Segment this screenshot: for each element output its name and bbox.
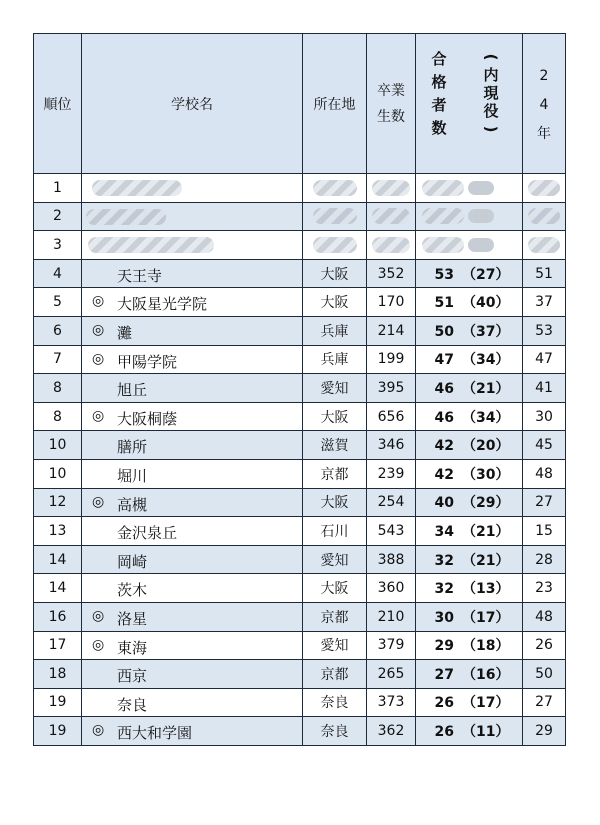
private-school-mark: ◎ (92, 607, 105, 624)
header-prev-year-char: 年 (537, 126, 551, 142)
table-row (34, 231, 566, 260)
location-cell: 京都 (303, 660, 367, 689)
school-cell (82, 688, 303, 717)
private-school-mark: ◎ (92, 722, 105, 739)
header-current-char: ( (482, 53, 500, 61)
rank-cell: 5 (34, 288, 82, 317)
location-cell: 大阪 (303, 574, 367, 603)
prev-year-cell: 30 (523, 402, 566, 431)
prev-year-cell: 45 (523, 431, 566, 460)
location-cell: 兵庫 (303, 345, 367, 374)
rank-cell: 2 (34, 202, 82, 231)
table-row (34, 374, 566, 403)
prev-year-cell: 47 (523, 345, 566, 374)
table-row (34, 259, 566, 288)
location-cell: 大阪 (303, 288, 367, 317)
prev-year-cell: 26 (523, 631, 566, 660)
rank-cell: 8 (34, 374, 82, 403)
location-cell: 大阪 (303, 259, 367, 288)
header-current-char: 現 (483, 84, 499, 102)
ranking-table (33, 33, 566, 746)
private-school-mark: ◎ (92, 493, 105, 510)
table-row (34, 288, 566, 317)
table-row (34, 316, 566, 345)
table-row (34, 602, 566, 631)
prev-year-cell: 27 (523, 688, 566, 717)
graduates-cell-blurred (367, 174, 416, 203)
passers-cell (416, 660, 523, 689)
prev-year-cell: 15 (523, 517, 566, 546)
graduates-cell: 360 (367, 574, 416, 603)
school-name: 岡崎 (117, 552, 148, 571)
passers-cell (416, 631, 523, 660)
passers-cell (416, 459, 523, 488)
passers-cell (416, 545, 523, 574)
school-cell (82, 660, 303, 689)
rank-cell: 19 (34, 717, 82, 746)
passers-count: 27 (434, 666, 454, 683)
header-school: 学校名 (82, 34, 303, 174)
private-school-mark: ◎ (92, 407, 105, 424)
passers-cell (416, 402, 523, 431)
rank-cell: 13 (34, 517, 82, 546)
current-students-count: （37） (462, 323, 510, 340)
current-students-count: （17） (462, 609, 510, 626)
rank-cell: 6 (34, 316, 82, 345)
school-name: 灘 (117, 323, 133, 342)
school-name: 西京 (117, 667, 148, 686)
passers-cell (416, 574, 523, 603)
prev-year-cell: 48 (523, 459, 566, 488)
passers-count: 26 (434, 695, 454, 712)
school-name: 旭丘 (117, 381, 148, 400)
graduates-cell: 352 (367, 259, 416, 288)
prev-year-cell: 48 (523, 602, 566, 631)
school-name: 高槻 (117, 495, 148, 514)
graduates-cell: 199 (367, 345, 416, 374)
school-cell (82, 545, 303, 574)
header-prev-year-char: 4 (539, 97, 549, 113)
passers-count: 32 (434, 552, 454, 569)
graduates-cell: 395 (367, 374, 416, 403)
table-row (34, 631, 566, 660)
school-name: 天王寺 (117, 266, 163, 285)
prev-year-cell: 50 (523, 660, 566, 689)
school-name: 金沢泉丘 (117, 524, 178, 543)
rank-cell: 7 (34, 345, 82, 374)
header-graduates (367, 34, 416, 174)
school-cell (82, 288, 303, 317)
prev-cell-blurred (523, 174, 566, 203)
current-students-count: （21） (462, 523, 510, 540)
header-passers-char: 合 (431, 50, 447, 68)
prev-year-cell: 23 (523, 574, 566, 603)
header-location: 所在地 (303, 34, 367, 174)
rank-cell: 3 (34, 231, 82, 260)
table-header (34, 34, 566, 174)
location-cell: 大阪 (303, 488, 367, 517)
passers-cell (416, 517, 523, 546)
table-row (34, 431, 566, 460)
passers-count: 34 (434, 523, 454, 540)
header-passers (416, 34, 523, 174)
current-students-count: （20） (462, 438, 510, 455)
header-passers-vertical (430, 48, 448, 140)
passers-cell (416, 688, 523, 717)
current-students-count: （21） (462, 552, 510, 569)
passers-count: 32 (434, 581, 454, 598)
location-cell: 京都 (303, 459, 367, 488)
school-name: 膳所 (117, 438, 148, 457)
header-graduates-line2: 生数 (377, 108, 405, 125)
school-cell (82, 374, 303, 403)
rank-cell: 19 (34, 688, 82, 717)
passers-cell (416, 717, 523, 746)
rank-cell: 10 (34, 459, 82, 488)
passers-count: 51 (434, 295, 454, 312)
prev-year-cell: 41 (523, 374, 566, 403)
header-passers-char: 者 (431, 96, 447, 114)
rank-cell: 12 (34, 488, 82, 517)
passers-count: 46 (434, 409, 454, 426)
school-name: 堀川 (117, 466, 148, 485)
current-students-count: （30） (462, 466, 510, 483)
passers-count: 42 (434, 466, 454, 483)
passers-count: 40 (434, 495, 454, 512)
rank-cell: 18 (34, 660, 82, 689)
rank-cell: 1 (34, 174, 82, 203)
graduates-cell: 543 (367, 517, 416, 546)
graduates-cell: 373 (367, 688, 416, 717)
graduates-cell: 656 (367, 402, 416, 431)
graduates-cell: 170 (367, 288, 416, 317)
graduates-cell: 214 (367, 316, 416, 345)
current-students-count: （17） (462, 695, 510, 712)
passers-cell (416, 259, 523, 288)
table-row (34, 174, 566, 203)
school-cell (82, 517, 303, 546)
passers-cell (416, 431, 523, 460)
header-prev-year-char: 2 (539, 68, 549, 84)
rank-cell: 14 (34, 545, 82, 574)
rank-cell: 4 (34, 259, 82, 288)
prev-cell-blurred (523, 231, 566, 260)
table-body (34, 174, 566, 746)
prev-cell-blurred (523, 202, 566, 231)
private-school-mark: ◎ (92, 350, 105, 367)
graduates-cell: 210 (367, 602, 416, 631)
current-paren (468, 181, 494, 195)
location-cell: 奈良 (303, 688, 367, 717)
header-prev-year (523, 34, 566, 174)
graduates-cell: 239 (367, 459, 416, 488)
current-students-count: （11） (462, 724, 510, 741)
school-name: 大阪星光学院 (117, 295, 208, 314)
prev-year-cell: 27 (523, 488, 566, 517)
location-cell: 京都 (303, 602, 367, 631)
header-rank: 順位 (34, 34, 82, 174)
passers-cell (416, 345, 523, 374)
table-row (34, 345, 566, 374)
location-cell: 石川 (303, 517, 367, 546)
current-students-count: （16） (462, 666, 510, 683)
location-cell: 滋賀 (303, 431, 367, 460)
location-cell-blurred (303, 174, 367, 203)
passers-count: 26 (434, 724, 454, 741)
school-cell (82, 431, 303, 460)
private-school-mark: ◎ (92, 293, 105, 310)
school-cell-blurred (82, 174, 303, 203)
rank-cell: 10 (34, 431, 82, 460)
header-passers-char: 数 (431, 119, 447, 137)
location-cell-blurred (303, 231, 367, 260)
school-cell-blurred (82, 231, 303, 260)
school-cell (82, 459, 303, 488)
header-prev-year-vertical (535, 62, 553, 149)
rank-cell: 17 (34, 631, 82, 660)
table-row (34, 488, 566, 517)
school-cell (82, 574, 303, 603)
school-name: 大阪桐蔭 (117, 409, 178, 428)
private-school-mark: ◎ (92, 321, 105, 338)
school-cell (82, 316, 303, 345)
table-row (34, 202, 566, 231)
header-current-char: 内 (483, 66, 499, 84)
school-cell (82, 717, 303, 746)
school-cell (82, 488, 303, 517)
passers-count: 47 (434, 352, 454, 369)
current-students-count: （21） (462, 380, 510, 397)
passers-count: 46 (434, 380, 454, 397)
current-students-count: （27） (462, 266, 510, 283)
rank-cell: 8 (34, 402, 82, 431)
header-current-char: ) (482, 125, 500, 133)
school-name: 奈良 (117, 695, 148, 714)
passers-cell-blurred (416, 174, 523, 203)
graduates-cell: 254 (367, 488, 416, 517)
location-cell: 愛知 (303, 374, 367, 403)
current-students-count: （13） (462, 581, 510, 598)
passers-cell (416, 602, 523, 631)
passers-count: 30 (434, 609, 454, 626)
school-cell (82, 602, 303, 631)
graduates-cell: 346 (367, 431, 416, 460)
table-row (34, 517, 566, 546)
prev-year-cell: 28 (523, 545, 566, 574)
graduates-cell: 362 (367, 717, 416, 746)
location-cell-blurred (303, 202, 367, 231)
current-students-count: （29） (462, 495, 510, 512)
table-row (34, 545, 566, 574)
school-name: 甲陽学院 (117, 352, 178, 371)
graduates-cell-blurred (367, 231, 416, 260)
graduates-cell: 265 (367, 660, 416, 689)
table-row (34, 717, 566, 746)
prev-year-cell: 53 (523, 316, 566, 345)
school-name: 西大和学園 (117, 724, 193, 743)
location-cell: 大阪 (303, 402, 367, 431)
school-cell (82, 402, 303, 431)
passers-count: 53 (434, 266, 454, 283)
passers-cell (416, 288, 523, 317)
current-paren (468, 238, 494, 252)
location-cell: 愛知 (303, 545, 367, 574)
prev-year-cell: 37 (523, 288, 566, 317)
passers-count: 29 (434, 638, 454, 655)
school-name: 東海 (117, 638, 148, 657)
prev-year-cell: 51 (523, 259, 566, 288)
school-name: 茨木 (117, 581, 148, 600)
table-row (34, 402, 566, 431)
graduates-cell: 388 (367, 545, 416, 574)
rank-cell: 14 (34, 574, 82, 603)
location-cell: 兵庫 (303, 316, 367, 345)
table-row (34, 688, 566, 717)
current-students-count: （18） (462, 638, 510, 655)
passers-cell (416, 374, 523, 403)
location-cell: 奈良 (303, 717, 367, 746)
passers-cell (416, 316, 523, 345)
graduates-cell-blurred (367, 202, 416, 231)
current-students-count: （34） (462, 352, 510, 369)
header-current-vertical (482, 48, 500, 138)
school-cell-blurred (82, 202, 303, 231)
rank-cell: 16 (34, 602, 82, 631)
location-cell: 愛知 (303, 631, 367, 660)
table-row (34, 459, 566, 488)
current-students-count: （40） (462, 295, 510, 312)
header-current-char: 役 (483, 102, 499, 120)
school-name: 洛星 (117, 609, 148, 628)
table-row (34, 660, 566, 689)
school-cell (82, 345, 303, 374)
private-school-mark: ◎ (92, 636, 105, 653)
current-students-count: （34） (462, 409, 510, 426)
table-row (34, 574, 566, 603)
school-cell (82, 259, 303, 288)
passers-cell (416, 488, 523, 517)
prev-year-cell: 29 (523, 717, 566, 746)
header-passers-char: 格 (431, 73, 447, 91)
header-graduates-line1: 卒業 (377, 82, 405, 99)
passers-cell-blurred (416, 202, 523, 231)
school-cell (82, 631, 303, 660)
passers-count: 42 (434, 438, 454, 455)
passers-count: 50 (434, 323, 454, 340)
graduates-cell: 379 (367, 631, 416, 660)
current-paren (468, 209, 494, 223)
passers-cell-blurred (416, 231, 523, 260)
